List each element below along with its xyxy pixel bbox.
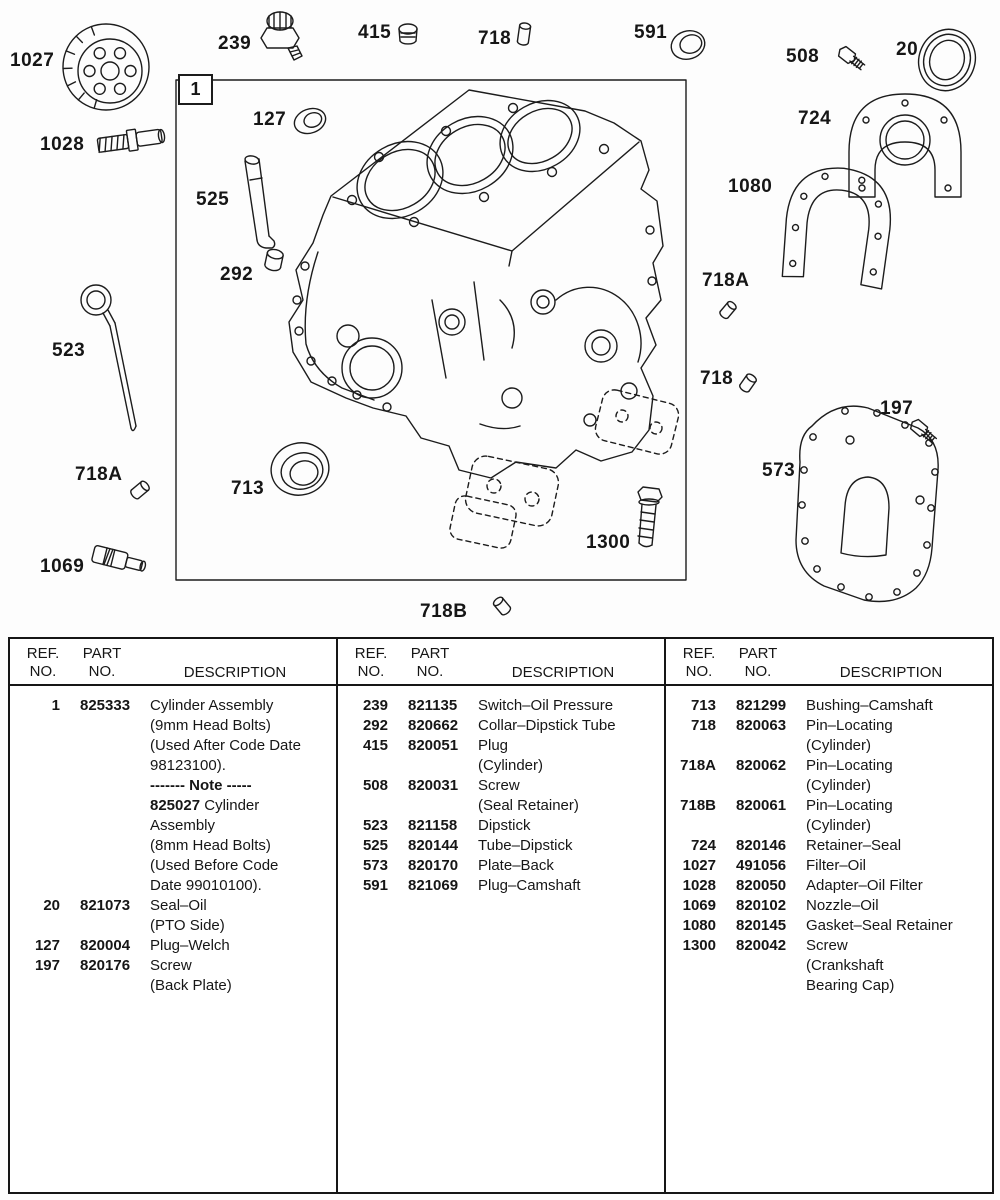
part-no-cell: 820004 [80, 937, 131, 954]
part-no-cell: 820050 [736, 877, 787, 894]
oil-nozzle-icon [91, 545, 147, 574]
ref-no-cell: 525 [362, 837, 388, 854]
callout-525: 525 [196, 189, 230, 210]
camshaft-bushing-icon [266, 437, 335, 501]
description-cell: Nozzle–Oil [806, 897, 879, 914]
parts-table-column-3 [666, 639, 992, 1192]
description-cell: Tube–Dipstick [478, 837, 573, 854]
part-no-cell: 820102 [736, 897, 787, 914]
ref-no-cell: 573 [362, 857, 388, 874]
parts-row [348, 856, 660, 876]
callout-1300: 1300 [586, 532, 631, 553]
callout-1080: 1080 [728, 176, 773, 197]
description-cell: Plug (Cylinder) [478, 737, 544, 774]
part-no-cell: 820662 [408, 717, 459, 734]
oil-seal-icon [910, 21, 984, 98]
description-cell: Gasket–Seal Retainer [806, 917, 953, 934]
part-no-cell: 821158 [408, 817, 458, 834]
ref-no-cell: 127 [34, 937, 60, 954]
callout-292: 292 [220, 264, 254, 285]
parts-row [348, 696, 660, 716]
part-no-header: PART NO. [82, 645, 122, 680]
callout-718a-left: 718A [75, 464, 123, 485]
oil-filter-icon [63, 24, 149, 110]
callout-239: 239 [218, 33, 252, 54]
callout-718a-right: 718A [702, 270, 750, 291]
parts-row [676, 936, 988, 996]
ref-no-cell: 1028 [682, 877, 716, 894]
dipstick-tube-icon [244, 155, 274, 248]
seal-retainer-icon [849, 94, 961, 197]
part-no-cell: 820145 [736, 917, 787, 934]
ref-no-cell: 508 [362, 777, 388, 794]
locating-pin-icon-right-upper [719, 300, 738, 320]
callout-1069: 1069 [40, 556, 85, 577]
description-cell: Dipstick [478, 817, 531, 834]
cylinder-plug-icon [399, 24, 417, 44]
parts-row [676, 836, 988, 856]
description-cell: Plug–Welch [150, 937, 230, 954]
table-rows [338, 686, 664, 896]
table-header [10, 639, 336, 686]
part-no-cell: 820061 [736, 797, 787, 814]
parts-row [20, 696, 332, 896]
part-no-cell: 820031 [408, 777, 459, 794]
description-cell: Pin–Locating (Cylinder) [806, 717, 893, 754]
description-cell: Plate–Back [478, 857, 554, 874]
ref-no-cell: 724 [690, 837, 716, 854]
part-no-cell: 821073 [80, 897, 131, 914]
ref-no-cell: 1 [51, 697, 60, 714]
parts-row [676, 876, 988, 896]
parts-table-column-2 [338, 639, 666, 1192]
engine-block-illustration [289, 86, 663, 478]
part-no-cell: 821299 [736, 697, 787, 714]
ref-no-header: REF. NO. [682, 645, 716, 680]
callout-508: 508 [786, 46, 820, 67]
parts-row [676, 756, 988, 796]
camshaft-plug-icon [668, 26, 709, 63]
ref-no-cell: 197 [34, 957, 60, 974]
part-no-cell: 820051 [408, 737, 459, 754]
table-header [338, 639, 664, 686]
ref-no-cell: 1027 [682, 857, 716, 874]
table-rows [666, 686, 992, 996]
parts-row [348, 776, 660, 816]
callout-724: 724 [798, 108, 832, 129]
ref-no-cell: 415 [362, 737, 388, 754]
parts-row [676, 716, 988, 756]
parts-row [676, 796, 988, 836]
callout-573: 573 [762, 460, 796, 481]
part-no-header: PART NO. [738, 645, 778, 680]
callout-591: 591 [634, 22, 668, 43]
seal-retainer-gasket-icon [780, 163, 896, 289]
callout-718-right: 718 [700, 368, 734, 389]
description-header: DESCRIPTION [183, 664, 287, 681]
ref-no-cell: 591 [362, 877, 388, 894]
bearing-cap-screw-icon [638, 487, 662, 547]
ref-no-cell: 718B [680, 797, 716, 814]
callout-20: 20 [896, 39, 919, 60]
parts-row [348, 836, 660, 856]
part-no-cell: 821135 [408, 697, 458, 714]
parts-row [348, 816, 660, 836]
ref-no-cell: 20 [43, 897, 60, 914]
description-cell: Screw (Seal Retainer) [478, 777, 579, 814]
part-no-cell: 820062 [736, 757, 787, 774]
part-no-cell: 820144 [408, 837, 459, 854]
description-cell: Seal–Oil (PTO Side) [150, 897, 225, 934]
parts-row [676, 696, 988, 716]
oil-filter-adapter-icon [97, 125, 166, 155]
description-cell: Pin–Locating (Cylinder) [806, 757, 893, 794]
ref-no-cell: 1069 [682, 897, 716, 914]
part-no-cell: 820063 [736, 717, 787, 734]
description-cell: Cylinder Assembly (9mm Head Bolts) (Used After Code Date 98123100). ------- Note ----- 825027 Cylinder Assembly (8mm Head Bolts) (Used Before Code Date 99010100). [150, 697, 301, 894]
locating-pin-icon-left [129, 480, 151, 501]
oil-pressure-switch-icon [261, 12, 302, 60]
callout-1028: 1028 [40, 134, 85, 155]
table-rows [10, 686, 336, 996]
callout-713: 713 [231, 478, 265, 499]
seal-retainer-screw-icon [836, 45, 866, 72]
ref-no-cell: 718A [680, 757, 716, 774]
ref-no-header: REF. NO. [26, 645, 60, 680]
callout-127: 127 [253, 109, 287, 130]
part-no-cell: 820170 [408, 857, 459, 874]
callout-197: 197 [880, 398, 914, 419]
ref-no-cell: 239 [362, 697, 388, 714]
callout-718-top: 718 [478, 28, 512, 49]
table-header [666, 639, 992, 686]
parts-row [676, 896, 988, 916]
description-cell: Collar–Dipstick Tube [478, 717, 616, 734]
part-no-header: PART NO. [410, 645, 450, 680]
welch-plug-icon [291, 104, 329, 137]
parts-row [348, 736, 660, 776]
callout-718b: 718B [420, 601, 468, 622]
dipstick-collar-icon [264, 248, 284, 272]
parts-row [20, 896, 332, 936]
description-cell: Retainer–Seal [806, 837, 902, 854]
dipstick-icon [81, 285, 136, 431]
parts-table [8, 637, 994, 1194]
back-plate-icon [796, 406, 938, 601]
parts-row [676, 856, 988, 876]
callout-1027: 1027 [10, 50, 55, 71]
part-no-cell: 820042 [736, 937, 787, 954]
ref-no-cell: 718 [690, 717, 716, 734]
callout-523: 523 [52, 340, 86, 361]
parts-row [348, 716, 660, 736]
parts-row [20, 956, 332, 996]
locating-pin-icon-bottom [492, 596, 512, 617]
bearing-caps-dashed-outline [448, 387, 681, 550]
description-header: DESCRIPTION [839, 664, 943, 681]
ref-no-cell: 1080 [682, 917, 716, 934]
callout-415: 415 [358, 22, 392, 43]
description-cell: Screw (Crankshaft Bearing Cap) [806, 937, 895, 994]
description-cell: Adapter–Oil Filter [806, 877, 923, 894]
ref-no-cell: 1300 [682, 937, 716, 954]
part-no-cell: 820176 [80, 957, 131, 974]
ref-no-header: REF. NO. [354, 645, 388, 680]
locating-pin-icon-top [517, 22, 531, 45]
description-cell: Filter–Oil [806, 857, 867, 874]
diagram-frame [176, 80, 686, 580]
description-cell: Pin–Locating (Cylinder) [806, 797, 893, 834]
part-no-cell: 491056 [736, 857, 787, 874]
part-no-cell: 820146 [736, 837, 787, 854]
parts-row [676, 916, 988, 936]
description-cell: Plug–Camshaft [478, 877, 581, 894]
ref-no-cell: 713 [690, 697, 716, 714]
parts-row [348, 876, 660, 896]
parts-table-column-1 [10, 639, 338, 1192]
ref-no-cell: 523 [362, 817, 388, 834]
description-cell: Bushing–Camshaft [806, 697, 933, 714]
description-cell: Switch–Oil Pressure [478, 697, 614, 714]
parts-row [20, 936, 332, 956]
part-no-cell: 821069 [408, 877, 459, 894]
ref-no-cell: 292 [362, 717, 388, 734]
description-header: DESCRIPTION [511, 664, 615, 681]
part-no-cell: 825333 [80, 697, 131, 714]
locating-pin-icon-right-lower [738, 372, 757, 393]
diagram-frame-label: 1 [178, 74, 213, 105]
description-cell: Screw (Back Plate) [150, 957, 232, 994]
